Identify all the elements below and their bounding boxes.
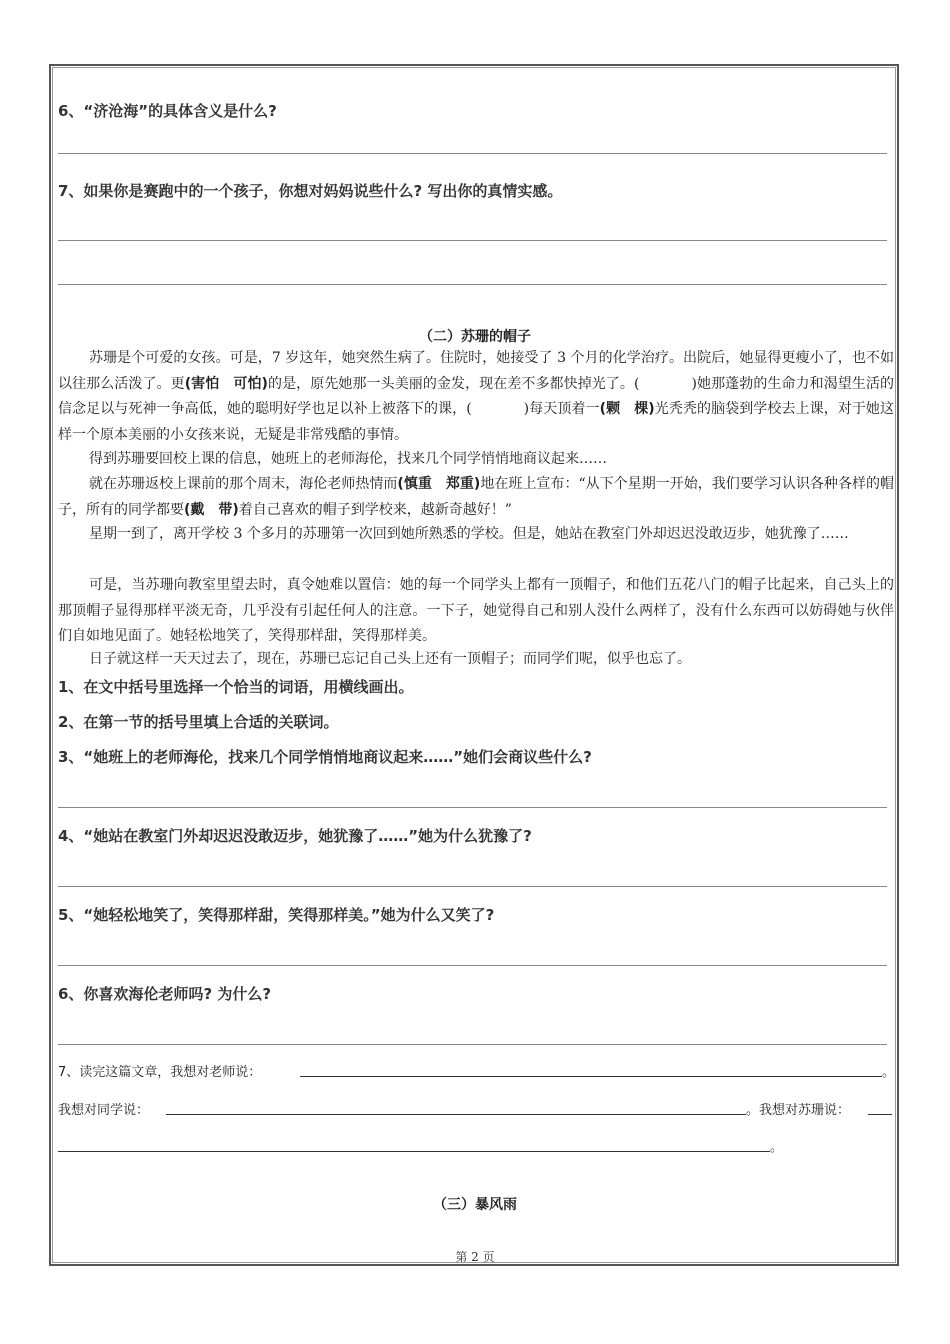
answer-line[interactable] <box>58 240 887 241</box>
question-1: 1、在文中括号里选择一个恰当的词语，用横线画出。 <box>58 678 414 696</box>
question-3: 3、“她班上的老师海伦，找来几个同学悄悄地商议起来……”她们会商议些什么? <box>58 748 592 766</box>
choice-brackets: (害怕 可怕) <box>184 375 268 392</box>
passage-paragraph-4: 星期一到了，离开学校 3 个多月的苏珊第一次回到她所熟悉的学校。但是，她站在教室门外却迟迟没敢迈步，她犹豫了…… <box>89 526 849 542</box>
passage-paragraph-5: 可是，当苏珊向教室里望去时，真令她难以置信：她的每一个同学头上都有一顶帽子，和他们五花八门的帽子比起来，自己头上的那顶帽子显得那样平淡无奇，几乎没有引起任何人的注意。一下子，她觉得自己和别人没什么两样了，没有什么东西可以妨碍她与伙伴们自如地见面了。她轻松地笑了，笑得那样甜，笑得那样美。 <box>58 577 894 645</box>
fill-line-susan[interactable] <box>868 1114 892 1115</box>
question-7-part1: 7、如果你是赛跑中的一个孩子，你想对妈妈说些什么? 写出你的真情实感。 <box>58 182 563 200</box>
susan-label: 。我想对苏珊说： <box>746 1103 851 1118</box>
section-title-susan-hat: （二）苏珊的帽子 <box>419 329 531 345</box>
passage-paragraph-6: 日子就这样一天天过去了，现在，苏珊已忘记自己头上还有一顶帽子；而同学们呢，似乎也忘了。 <box>89 651 691 667</box>
question-6: 6、你喜欢海伦老师吗? 为什么? <box>58 985 272 1003</box>
page-number: 第 2 页 <box>455 1250 495 1264</box>
passage-paragraph-2: 得到苏珊要回校上课的信息，她班上的老师海伦，找来几个同学悄悄地商议起来…… <box>89 451 607 467</box>
answer-line[interactable] <box>58 965 887 966</box>
answer-line[interactable] <box>58 284 887 285</box>
classmates-label: 我想对同学说： <box>58 1103 150 1118</box>
answer-line[interactable] <box>58 153 887 154</box>
answer-line[interactable] <box>58 886 887 887</box>
question-2: 2、在第一节的括号里填上合适的关联词。 <box>58 713 339 731</box>
question-5: 5、“她轻松地笑了，笑得那样甜，笑得那样美。”她为什么又笑了? <box>58 906 495 924</box>
period: 。 <box>882 1065 896 1080</box>
question-7-label: 7、读完这篇文章，我想对老师说： <box>58 1065 262 1080</box>
choice-brackets: (戴 带) <box>184 501 239 518</box>
passage-paragraph-1: 苏珊是个可爱的女孩。可是，7 岁这年，她突然生病了。住院时，她接受了 3 个月的化学治疗。出院后，她显得更瘦小了，也不如以往那么活泼了。更(害怕 可怕)的是，原先她那一头美丽的金发，现在差不多都快掉光了。( )她那蓬勃的生命力和渴望生活的信念足以与死神一争高低，她的聪明好学也足以补上被落下的课，( )每天顶着一(颗 棵)光秃秃的脑袋到学校去上课，对于她这样一个原本美丽的小女孩来说，无疑是非常残酷的事情。 <box>58 350 895 443</box>
answer-line[interactable] <box>58 1044 887 1045</box>
choice-brackets: (慎重 郑重) <box>397 476 481 492</box>
choice-brackets: (颗 棵) <box>599 401 655 418</box>
fill-line-teacher[interactable] <box>300 1076 882 1077</box>
section-title-storm: （三）暴风雨 <box>433 1197 517 1213</box>
fill-line-susan-cont[interactable] <box>58 1151 770 1152</box>
fill-line-classmates[interactable] <box>166 1114 746 1115</box>
passage-paragraph-3: 就在苏珊返校上课前的那个周末，海伦老师热情而(慎重 郑重)地在班上宣布：“从下个星期一开始，我们要学习认识各种各样的帽子，所有的同学都要(戴 带)着自己喜欢的帽子到学校来，越新奇越好！” <box>58 476 895 518</box>
question-6-part1: 6、“济沧海”的具体含义是什么? <box>58 102 277 120</box>
period: 。 <box>770 1140 784 1155</box>
question-4: 4、“她站在教室门外却迟迟没敢迈步，她犹豫了……”她为什么犹豫了? <box>58 827 532 845</box>
answer-line[interactable] <box>58 807 887 808</box>
